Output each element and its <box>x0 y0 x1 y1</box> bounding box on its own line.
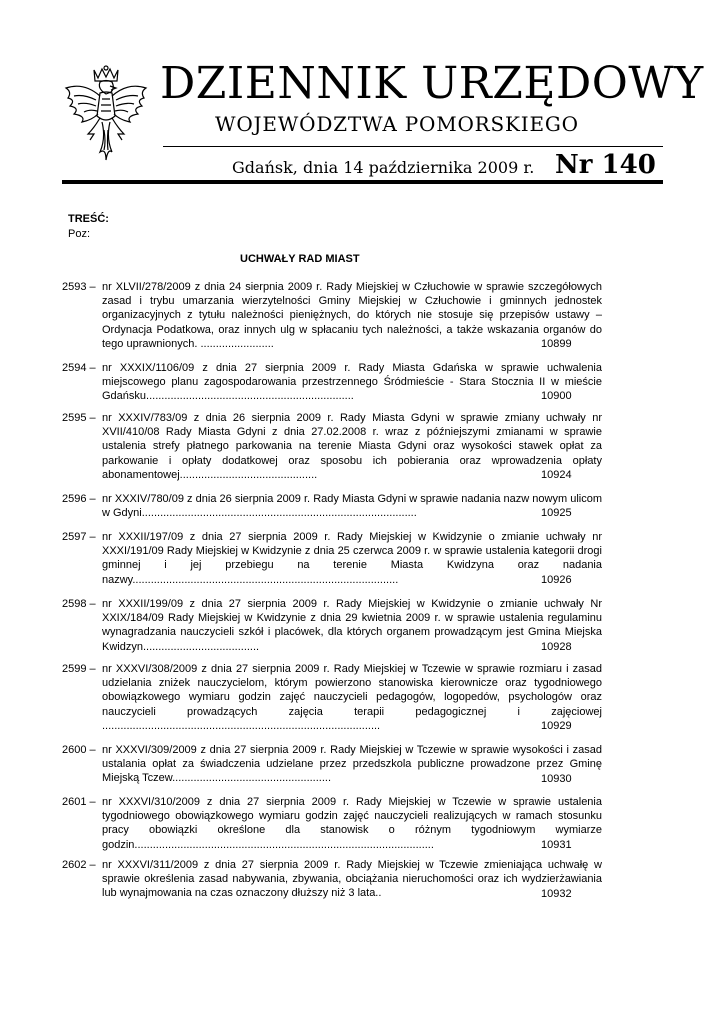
entry-page: 10925 <box>541 507 572 519</box>
header-divider-thin <box>163 146 663 147</box>
issue-date: Gdańsk, dnia 14 października 2009 r. <box>232 158 535 177</box>
section-title: UCHWAŁY RAD MIAST <box>240 253 360 265</box>
entry-page: 10932 <box>541 888 572 900</box>
toc-heading: TREŚĆ: <box>68 213 109 225</box>
entry-page: 10930 <box>541 773 572 785</box>
entry-text: nr XXXVI/311/2009 z dnia 27 sierpnia 2009 r. Rady Miejskiej w Tczewie zmieniająca uchwałę w sprawie określenia zasad nabywania, zbywania, obciążania nieruchomości oraz ich wydzierżawiania lub wynajmowania na czas oznaczony dłuższy niż 3 lata.. <box>102 859 602 900</box>
entry-text: nr XLVII/278/2009 z dnia 24 sierpnia 2009 r. Rady Miejskiej w Człuchowie w sprawie szczegółowych zasad i trybu umarzania wierzytelności Gminy Miejskiej w Człuchowie i gminnych jednostek organizacyjnych z tytułu należności pieniężnych, do których nie stosuje się przepisów ustawy – Ordynacja Podatkowa, oraz innych ulg w spłacaniu tych należności, a także wskazania organów do tego uprawnionych. ........................ <box>102 281 602 350</box>
entry-number: 2598 – <box>62 598 96 610</box>
entry-text: nr XXXIX/1106/09 z dnia 27 sierpnia 2009 r. Rady Miasta Gdańska w sprawie uchwalenia miejscowego planu zagospodarowania przestrzennego Śródmieście - Stara Stocznia II w mieście Gdańsku.................................................................... <box>102 362 602 403</box>
entry-text: nr XXXVI/308/2009 z dnia 27 sierpnia 2009 r. Rady Miejskiej w Tczewie w sprawie rozmiaru i zasad udzielania zniżek nauczycielom, którym powierzono stanowiska kierownicze oraz tygodniowego obowiązkowego wymiaru godzin zajęć nauczycieli pedagogów, logopedów, psychologów oraz nauczycieli prowadzących zajęcia terapii pedagogicznej i zajęciowej ........................................................................................... <box>102 663 602 732</box>
toc-poz-label: Poz: <box>68 228 91 240</box>
entry-number: 2601 – <box>62 796 96 808</box>
entry-page: 10929 <box>541 720 572 732</box>
entry-number: 2600 – <box>62 744 96 756</box>
journal-subtitle: WOJEWÓDZTWA POMORSKIEGO <box>215 112 579 136</box>
entry-number: 2596 – <box>62 493 96 505</box>
entry-number: 2602 – <box>62 859 96 871</box>
entry-text: nr XXXII/199/09 z dnia 27 sierpnia 2009 r. Rady Miejskiej w Kwidzynie o zmianie uchwały Nr XXIX/184/09 Rady Miejskiej w Kwidzynie z dnia 29 kwietnia 2009 r. w sprawie ustalenia regulaminu wynagradzania nauczycieli szkół i placówek, dla których organem prowadzącym jest Gmina Miejska Kwidzyn...................................... <box>102 598 602 653</box>
entry-number: 2593 – <box>62 281 96 293</box>
entry-text: nr XXXII/197/09 z dnia 27 sierpnia 2009 r. Rady Miejskiej w Kwidzynie o zmianie uchwały nr XXXI/191/09 Rady Miejskiej w Kwidzynie z dnia 25 czerwca 2009 r. w sprawie ustalenia kategorii drogi gminnej i jej przebiegu na terenie Miasta Kwidzyna oraz nadania nazwy....................................................................................... <box>102 531 602 586</box>
entry-number: 2594 – <box>62 362 96 374</box>
entry-page: 10926 <box>541 574 572 586</box>
header-divider-thick <box>62 180 663 184</box>
entry-page: 10900 <box>541 390 572 402</box>
entry-text: nr XXXVI/310/2009 z dnia 27 sierpnia 2009 r. Rady Miejskiej w Tczewie w sprawie ustalenia tygodniowego obowiązkowego wymiaru godzin zajęć nauczycieli realizujących w ramach stosunku pracy obowiązki określone dla stanowisk o różnym tygodniowym wymiarze godzin.................................................................................................. <box>102 796 602 851</box>
entry-text: nr XXXIV/783/09 z dnia 26 sierpnia 2009 r. Rady Miasta Gdyni w sprawie zmiany uchwały nr XVII/410/08 Rady Miasta Gdyni z dnia 27.02.2008 r. wraz z późniejszymi zmianami w sprawie ustalenia strefy płatnego parkowania na terenie Miasta Gdyni oraz wysokości stawek opłat za parkowanie i opłaty dodatkowej oraz sposobu ich pobierania oraz wprowadzenia opłaty abonamentowej............................................. <box>102 412 602 481</box>
journal-title: DZIENNIK URZĘDOWY <box>160 58 704 109</box>
entry-number: 2599 – <box>62 663 96 675</box>
entry-page: 10899 <box>541 338 572 350</box>
entry-page: 10931 <box>541 839 572 851</box>
entry-number: 2597 – <box>62 531 96 543</box>
entry-text: nr XXXVI/309/2009 z dnia 27 sierpnia 2009 r. Rady Miejskiej w Tczewie w sprawie wysokości i zasad ustalania opłat za świadczenia udzielane przez przedszkola publiczne prowadzone przez Gminę Miejską Tczew.................................................... <box>102 744 602 785</box>
polish-eagle-emblem-icon <box>60 64 152 168</box>
entry-text: nr XXXIV/780/09 z dnia 26 sierpnia 2009 r. Rady Miasta Gdyni w sprawie nadania nazw nowym ulicom w Gdyni.......................................................................................... <box>102 493 602 520</box>
issue-number: Nr 140 <box>555 150 656 180</box>
entry-page: 10924 <box>541 469 572 481</box>
entry-number: 2595 – <box>62 412 96 424</box>
entry-page: 10928 <box>541 641 572 653</box>
